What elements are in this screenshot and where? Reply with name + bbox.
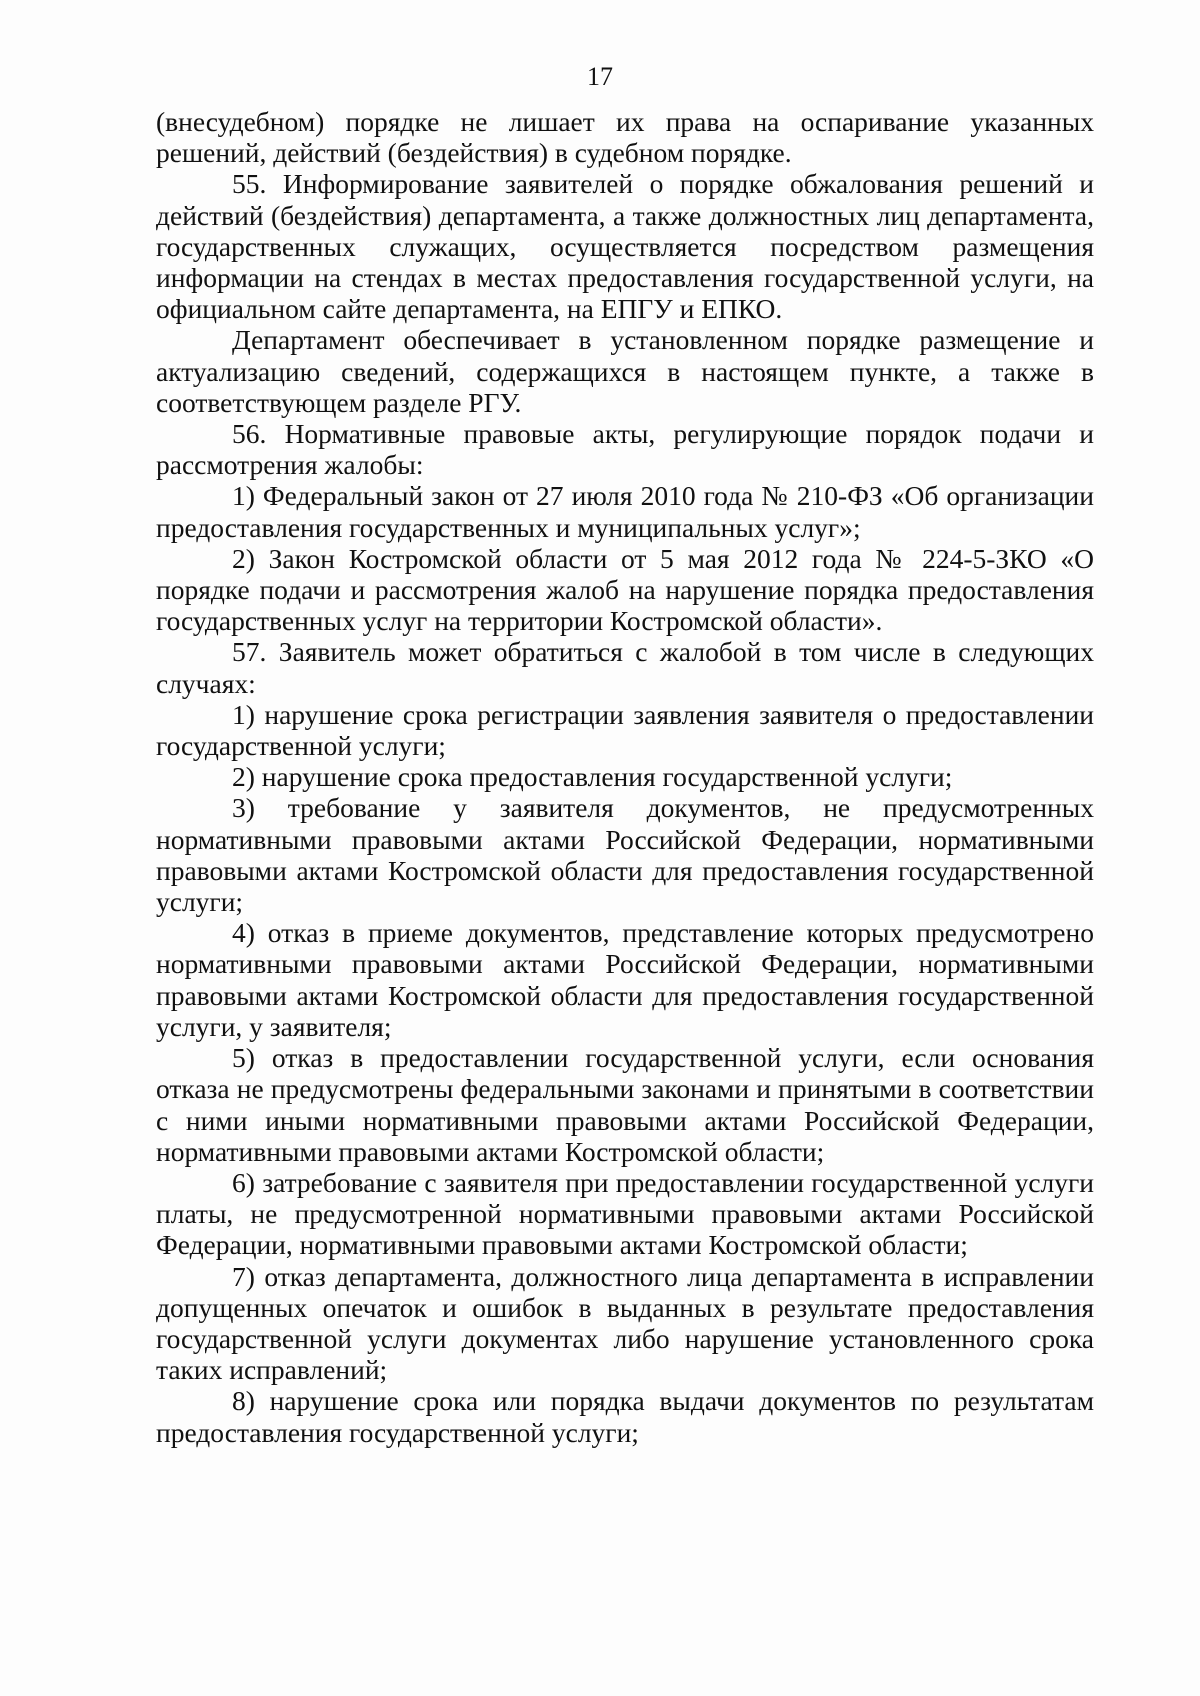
list-item-57-7: 7) отказ департамента, должностного лица департамента в исправлении допущенных опечаток и ошибок в выданных в результате предоставления государственной услуги документах либо нарушение установленного срока таких исправлений; bbox=[156, 1260, 1094, 1386]
paragraph-55: 55. Информирование заявителей о порядке обжалования решений и действий (бездействия) департамента, а также должностных лиц департамента, государственных служащих, осуществляется посредством размещения информации на стендах в местах предоставления государственной услуги, на официальном сайте департамента, на ЕПГУ и ЕПКО. bbox=[156, 168, 1094, 325]
paragraph-56: 56. Нормативные правовые акты, регулирующие порядок подачи и рассмотрения жалобы: bbox=[156, 418, 1094, 481]
document-body bbox=[156, 106, 1094, 1448]
list-item-57-1: 1) нарушение срока регистрации заявления заявителя о предоставлении государственной услуги; bbox=[156, 698, 1094, 762]
page-number: 17 bbox=[587, 62, 613, 91]
list-item-56-1: 1) Федеральный закон от 27 июля 2010 года № 210-ФЗ «Об организации предоставления государственных и муниципальных услуг»; bbox=[156, 480, 1094, 543]
list-item-57-3: 3) требование у заявителя документов, не предусмотренных нормативными правовыми актами Российской Федерации, нормативными правовыми актами Костромской области для предоставления государственной услуги; bbox=[156, 792, 1094, 918]
list-item-57-2: 2) нарушение срока предоставления государственной услуги; bbox=[232, 761, 953, 793]
paragraph-57: 57. Заявитель может обратиться с жалобой в том числе в следующих случаях: bbox=[156, 636, 1094, 699]
paragraph-55-department-duty: Департамент обеспечивает в установленном порядке размещение и актуализацию сведений, содержащихся в настоящем пункте, а также в соответствующем разделе РГУ. bbox=[156, 324, 1094, 418]
list-item-57-4: 4) отказ в приеме документов, представление которых предусмотрено нормативными правовыми актами Российской Федерации, нормативными правовыми актами Костромской области для предоставления государственной услуги, у заявителя; bbox=[156, 917, 1094, 1042]
paragraph-continuation: (внесудебном) порядке не лишает их права на оспаривание указанных решений, действий (бездействия) в судебном порядке. bbox=[156, 106, 1094, 169]
list-item-57-6: 6) затребование с заявителя при предоставлении государственной услуги платы, не предусмотренной нормативными правовыми актами Российской Федерации, нормативными правовыми актами Костромской области; bbox=[156, 1166, 1094, 1261]
list-item-57-8: 8) нарушение срока или порядка выдачи документов по результатам предоставления государственной услуги; bbox=[156, 1385, 1094, 1448]
list-item-56-2: 2) Закон Костромской области от 5 мая 2012 года № 224-5-ЗКО «О порядке подачи и рассмотрения жалоб на нарушение порядка предоставления государственных услуг на территории Костромской области». bbox=[156, 542, 1094, 637]
list-item-57-5: 5) отказ в предоставлении государственной услуги, если основания отказа не предусмотрены федеральными законами и принятыми в соответствии с ними иными нормативными правовыми актами Российской Федерации, нормативными правовыми актами Костромской области; bbox=[156, 1042, 1094, 1167]
